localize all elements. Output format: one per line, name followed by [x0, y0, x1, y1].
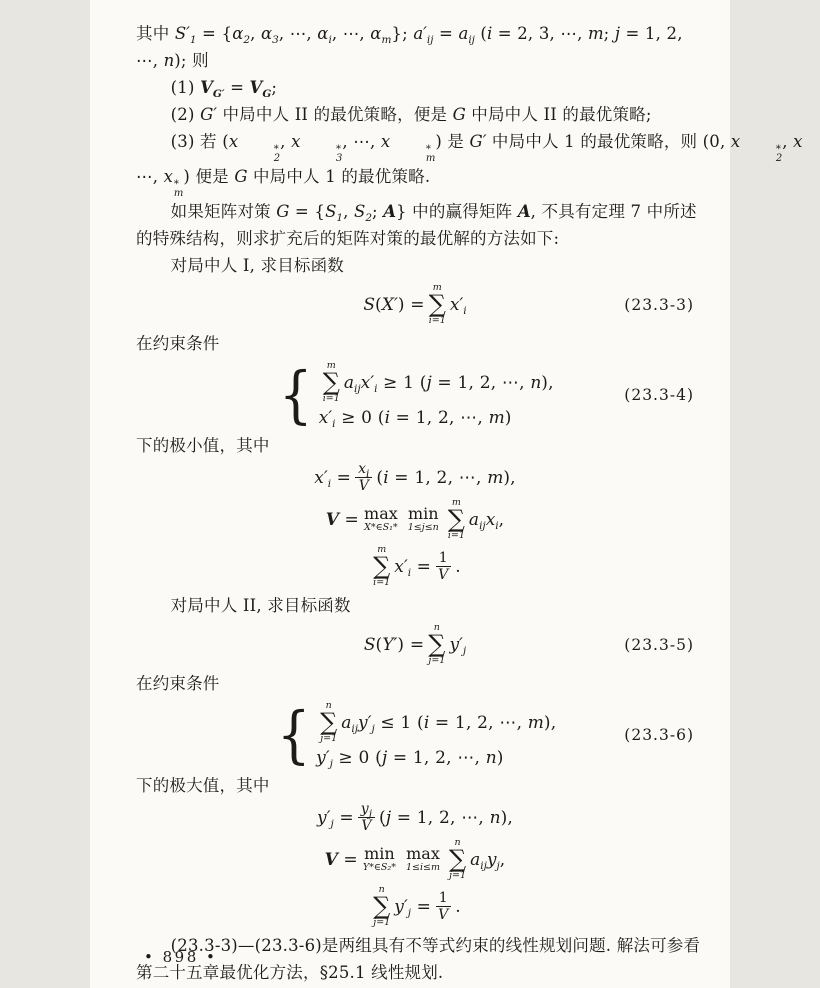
equation-number: (23.3-5) — [624, 635, 694, 654]
page-number: • 898 • — [144, 948, 218, 966]
list-item-1: (1) $V_{G'} = V_G$; — [170, 78, 278, 100]
fraction-numerator: 1 — [436, 890, 451, 907]
fraction-numerator: $x_i$ — [355, 461, 372, 478]
sum-upper-limit: m — [377, 544, 387, 555]
fraction — [435, 550, 451, 583]
equation-game-value-2 — [136, 838, 694, 881]
sigma-glyph: ∑ — [373, 552, 391, 580]
equation-lhs: S(Y′) = — [363, 634, 425, 655]
sum-symbol — [323, 361, 340, 404]
sum-lower-limit: j=1 — [320, 733, 338, 744]
sigma-glyph: ∑ — [320, 708, 338, 736]
equation-x-prime — [136, 461, 694, 494]
fraction-denominator: V — [438, 567, 449, 583]
fraction-denominator: V — [358, 478, 369, 494]
fraction — [358, 801, 375, 834]
equation-lhs: V = — [325, 509, 360, 530]
page-content — [136, 20, 803, 986]
fraction-numerator: 1 — [436, 550, 451, 567]
sum-upper-limit: n — [325, 700, 332, 711]
sum-lower-limit: j=1 — [449, 870, 467, 881]
sum-symbol — [373, 885, 390, 928]
equation-rhs: $x'_i$ — [449, 294, 467, 317]
max-operator — [364, 506, 398, 533]
sum-upper-limit: n — [454, 837, 461, 848]
equation-mid: $y'_j$ = — [394, 896, 432, 919]
equation-period: . — [455, 896, 461, 917]
book-page — [90, 0, 803, 988]
equation-lhs: V = — [324, 849, 358, 870]
equation-body — [314, 461, 516, 494]
equation-body — [364, 623, 466, 666]
equation-body — [369, 885, 461, 928]
sum-symbol — [320, 701, 337, 744]
system-rows — [319, 361, 554, 428]
system-row-2 — [319, 408, 554, 428]
closing-paragraph-line-1: (23.3-3)—(23.3-6)是两组具有不等式约束的线性规划问题. 解法可参看 — [170, 936, 701, 955]
equation-game-value-1 — [136, 498, 694, 541]
left-brace-glyph: { — [279, 357, 313, 431]
system-row-2 — [316, 748, 556, 768]
equation-rhs: $y'_j$ — [449, 634, 467, 657]
operator-name: max — [364, 504, 398, 523]
equation-body — [369, 545, 461, 588]
list-item-2: (2) G′ 中局中人 II 的最优策略，便是 G 中局中人 II 的最优策略; — [170, 105, 652, 124]
sum-symbol — [373, 545, 390, 588]
paragraph-method-line-1: 如果矩阵对策 $G = \{S_1$, $S_2$; A} 中的赢得矩阵 A, 不具有定理 7 中所述 — [170, 202, 697, 224]
equation-system-23-3-4 — [136, 357, 694, 431]
inequality-1: $a_{ij}x'_i \ge 1$ (j = 1, 2, ⋯, n), — [343, 372, 554, 395]
operator-name: max — [406, 844, 440, 863]
equation-body — [276, 357, 554, 431]
operator-limit: 1≤i≤m — [405, 862, 440, 873]
minimum-intro-line: 下的极小值，其中 — [136, 436, 270, 455]
system-rows — [316, 701, 556, 768]
operator-name: min — [407, 504, 439, 523]
sigma-glyph: ∑ — [428, 290, 446, 318]
sum-upper-limit: m — [432, 282, 442, 293]
fraction-denominator: V — [361, 818, 372, 834]
sum-lower-limit: i=1 — [322, 393, 340, 404]
sum-upper-limit: m — [451, 497, 461, 508]
equation-body — [325, 838, 506, 881]
paragraph-intro-line-1: 其中 $S'_1 = \{\alpha_2$, $\alpha_3$, ⋯, $\alpha_i$, ⋯, $\alpha_m$}; $a'_{ij} = a_{ij}$ (i = 2, 3, ⋯, m; j = 1, 2, — [136, 24, 683, 46]
sum-upper-limit: m — [326, 360, 336, 371]
sum-symbol — [428, 623, 445, 666]
sum-symbol — [448, 498, 465, 541]
list-item-3-line-2: ⋯, x * m ) 便是 G 中局中人 1 的最优策略. — [136, 167, 431, 199]
inequality-2: $y'_j \ge 0$ (j = 1, 2, ⋯, n) — [316, 748, 504, 770]
sigma-glyph: ∑ — [449, 845, 467, 873]
sum-lower-limit: i=1 — [428, 315, 446, 326]
equation-sum-reciprocal-1 — [136, 545, 694, 588]
player-one-objective-line: 对局中人 I, 求目标函数 — [170, 256, 344, 275]
equation-body — [317, 801, 513, 834]
system-row-1 — [319, 361, 554, 404]
operator-name: min — [364, 844, 395, 863]
sigma-glyph: ∑ — [322, 368, 340, 396]
equation-rhs: $a_{ij}x_i$, — [468, 509, 505, 532]
operator-limit: X*∈S₁* — [364, 522, 398, 533]
equation-sum-reciprocal-2 — [136, 885, 694, 928]
operator-limit: 1≤j≤n — [407, 522, 439, 533]
min-operator — [408, 506, 439, 533]
inequality-1: $a_{ij}y'_j \le 1$ (i = 1, 2, ⋯, m), — [341, 712, 557, 735]
equation-lhs: $x'_i$ = — [314, 467, 352, 490]
sum-lower-limit: j=1 — [428, 655, 446, 666]
fraction-denominator: V — [438, 907, 449, 923]
equation-number: (23.3-4) — [624, 385, 694, 404]
equation-23-3-3 — [136, 283, 694, 326]
system-row-1 — [316, 701, 556, 744]
operator-limit: Y*∈S₂* — [362, 862, 396, 873]
equation-number: (23.3-3) — [624, 295, 694, 314]
sum-symbol — [449, 838, 466, 881]
sum-lower-limit: i=1 — [447, 530, 465, 541]
equation-period: . — [455, 556, 461, 577]
closing-paragraph-line-2: 第二十五章最优化方法，§25.1 线性规划. — [136, 963, 444, 982]
fraction-numerator: $y_j$ — [358, 801, 375, 818]
equation-mid: $x'_i$ = — [394, 556, 432, 579]
fraction — [355, 461, 372, 494]
equation-body — [274, 697, 557, 771]
inequality-2: $x'_i \ge 0$ (i = 1, 2, ⋯, m) — [318, 408, 512, 430]
equation-rhs: $a_{ij}y_j$, — [470, 849, 506, 872]
equation-lhs: S(X′) = — [363, 294, 425, 315]
left-brace-glyph: { — [276, 697, 311, 771]
sum-upper-limit: n — [433, 622, 440, 633]
max-operator — [406, 846, 440, 873]
equation-rhs: (i = 1, 2, ⋯, m), — [376, 467, 516, 488]
paragraph-intro-line-2: ⋯, n); 则 — [136, 51, 209, 70]
equation-body — [363, 283, 466, 326]
sum-symbol — [429, 283, 446, 326]
min-operator — [363, 846, 396, 873]
equation-rhs: (j = 1, 2, ⋯, n), — [378, 807, 513, 828]
paragraph-method-line-2: 的特殊结构，则求扩充后的矩阵对策的最优解的方法如下: — [136, 229, 560, 248]
equation-23-3-5 — [136, 623, 694, 666]
list-item-3-line-1: (3) 若 (x * 2 , x * 3 , ⋯, x * m ) 是 G′ 中局中人 1 的最优策略，则 (0, x * 2 , x — [170, 132, 803, 164]
sum-lower-limit: j=1 — [373, 917, 391, 928]
sigma-glyph: ∑ — [447, 505, 465, 533]
equation-y-prime — [136, 801, 694, 834]
sigma-glyph: ∑ — [428, 630, 446, 658]
equation-system-23-3-6 — [136, 697, 694, 771]
player-two-objective-line: 对局中人 II, 求目标函数 — [170, 596, 351, 615]
maximum-intro-line: 下的极大值，其中 — [136, 776, 270, 795]
equation-number: (23.3-6) — [624, 725, 694, 744]
sum-upper-limit: n — [378, 884, 385, 895]
constraint-intro-1: 在约束条件 — [136, 334, 220, 353]
equation-body — [326, 498, 505, 541]
constraint-intro-2: 在约束条件 — [136, 674, 220, 693]
equation-lhs: $y'_j$ = — [316, 807, 354, 830]
fraction — [435, 890, 451, 923]
sigma-glyph: ∑ — [373, 892, 391, 920]
sum-lower-limit: i=1 — [373, 577, 391, 588]
